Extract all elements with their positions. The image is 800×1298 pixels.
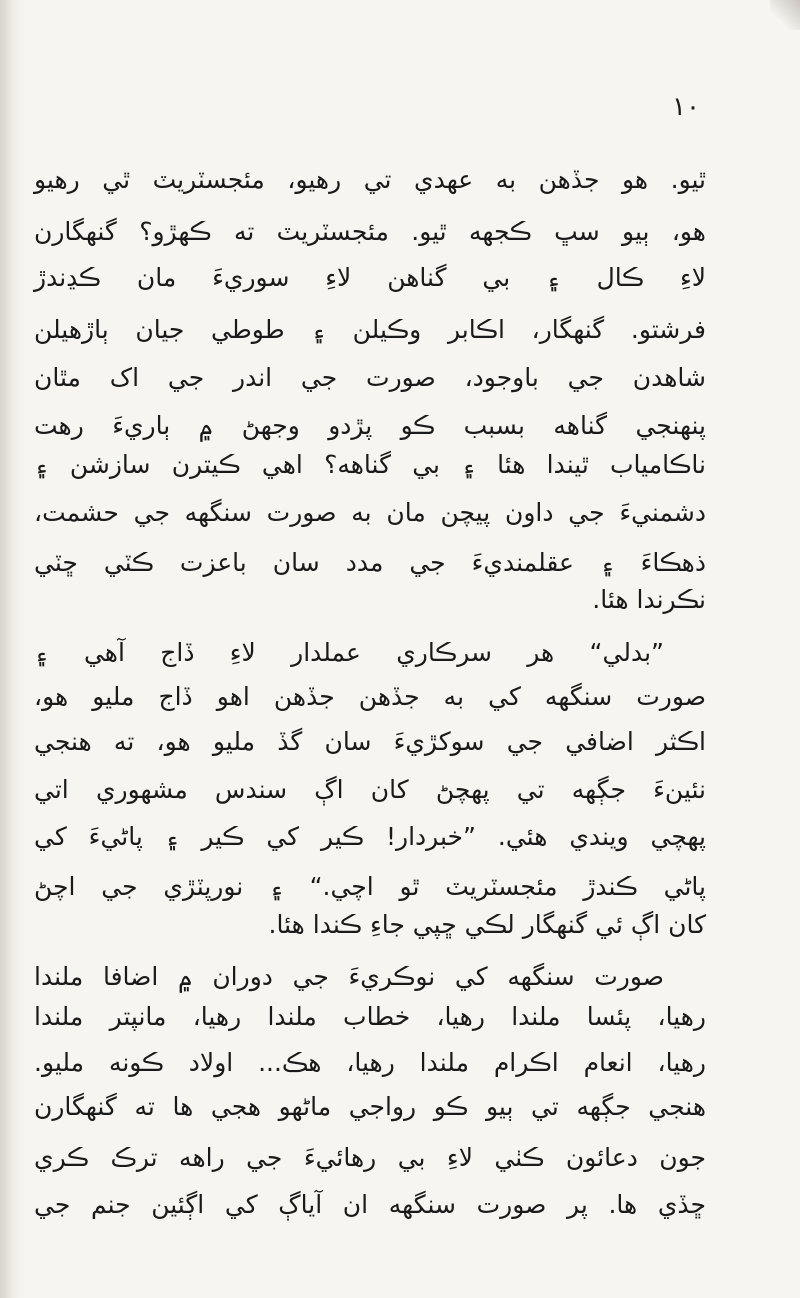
text-line: دشمنيءَ جي داون پيچن مان به صورت سنگهه جي حشمت،: [34, 498, 706, 527]
text-line: رهيا، پئسا ملندا رهيا، خطاب ملندا رهيا، مانپتر ملندا: [34, 1002, 706, 1031]
text-line: ڇڏي ها. پر صورت سنگهه ان آياڳ کي اڳئين جنم جي: [34, 1190, 706, 1219]
text-line: هنجي جڳهه تي ٻيو ڪو رواجي ماڻهو هجي ها ته گنهگارن: [34, 1092, 706, 1121]
text-line: نئينءَ جڳهه تي پهچڻ کان اڳ سندس مشهوري اتي: [34, 775, 706, 804]
text-line: پنهنجي گناهه بسبب ڪو پڙدو وجهڻ ۾ ٻاريءَ رهت: [34, 411, 706, 440]
text-line: ذهڪاءَ ۽ عقلمنديءَ جي مدد سان باعزت ڪٽي ڇٽي: [34, 548, 706, 577]
text-line: رهيا، انعام اڪرام ملندا رهيا، هڪ... اولاد ڪونه مليو.: [34, 1048, 706, 1077]
text-line: صورت سنگهه کي به جڏهن جڏهن اهو ڏاج مليو هو،: [34, 682, 706, 711]
text-line: ناڪامياب ٿيندا هئا ۽ بي گناهه؟ اهي ڪيترن سازشن ۽: [34, 450, 706, 479]
text-line: فرشتو. گنهگار، اڪابر وڪيلن ۽ طوطي جيان ٻاڙهيلن: [34, 315, 706, 344]
page-corner-shadow: [770, 0, 800, 30]
text-line: لاءِ ڪال ۽ بي گناهن لاءِ سوريءَ مان ڪڍندڙ: [34, 263, 706, 292]
text-line: صورت سنگهه کي نوڪريءَ جي دوران ۾ اضافا ملندا: [34, 962, 664, 991]
text-line: نڪرندا هئا.: [592, 585, 706, 614]
page-binding-shadow: [0, 0, 22, 1298]
text-line: ٿيو. هو جڏهن به عهدي تي رهيو، مئجسٽريٽ ٿي رهيو: [34, 165, 706, 194]
text-line: جون دعائون ڪٺي لاءِ بي رهائيءَ جي راهه ترڪ ڪري: [34, 1143, 706, 1172]
text-line: پاڻي ڪندڙ مئجسٽريٽ ٿو اچي.“ ۽ نورپٽڙي جي اچڻ: [34, 872, 706, 901]
text-line: پهچي ويندي هئي. ”خبردار! ڪير کي ڪير ۽ پاڻيءَ کي: [34, 822, 706, 851]
text-line: کان اڳ ئي گنهگار لڪي ڇپي جاءِ ڪندا هئا.: [268, 910, 706, 939]
text-line: ”بدلي“ هر سرڪاري عملدار لاءِ ڏاج آهي ۽: [34, 638, 664, 667]
text-line: اڪثر اضافي جي سوکڙيءَ سان گڏ مليو هو، ته هنجي: [34, 727, 706, 756]
page-number: ١٠: [672, 92, 700, 122]
text-line: شاهدن جي باوجود، صورت جي اندر جي اک مٿان: [34, 363, 706, 392]
text-line: هو، ٻيو سڀ ڪجهه ٿيو. مئجسٽريٽ ته ڪهڙو؟ گنهگارن: [34, 217, 706, 246]
